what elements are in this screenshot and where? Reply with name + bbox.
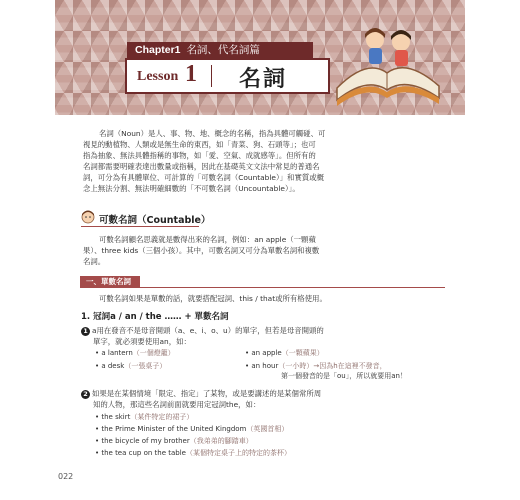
chapter-header-banner bbox=[55, 0, 465, 115]
example-prime-minister bbox=[95, 424, 288, 434]
lesson-divider bbox=[211, 65, 212, 87]
intro-line: 視見的動植物、人類或是無生命的東西，如「青菜、狗、石頭等」；也可 bbox=[83, 140, 316, 149]
example-en: • the Prime Minister of the United Kingdom bbox=[95, 425, 247, 433]
example-zh: （一顆蘋果） bbox=[281, 349, 324, 357]
intro-line: 指為抽象、無法具體指稱的事物，如「愛、空氣、成就感等」。但所有的 bbox=[83, 151, 316, 160]
example-zh: （某件特定的裙子） bbox=[130, 413, 194, 421]
point-one-number: 1 bbox=[81, 327, 90, 336]
example-tea-cup bbox=[95, 448, 291, 458]
point-one-text: a用在發音不是母音開頭（a、e、i、o、u）的單字，但若是母音開頭的 bbox=[92, 326, 324, 335]
chapter-title: 名詞、代名詞篇 bbox=[186, 44, 260, 56]
kid-face-icon bbox=[80, 208, 96, 224]
article-rule-title: 1. 冠詞a / an / the …… + 單數名詞 bbox=[81, 312, 229, 322]
point-one bbox=[81, 325, 441, 347]
example-a-desk bbox=[95, 361, 166, 371]
example-en: • a lantern bbox=[95, 349, 133, 357]
countable-heading-underline bbox=[81, 226, 199, 227]
book-kids-illustration bbox=[327, 18, 447, 108]
chapter-number: Chapter1 bbox=[135, 44, 181, 56]
point-two-text: 如果是在某個情境「限定、指定」了某物，或是要講述的是某個常所周 bbox=[92, 389, 322, 398]
countable-paragraph bbox=[83, 234, 438, 267]
point-one-line: 單字，就必須要使用an，如： bbox=[93, 337, 191, 346]
an-hour-note: 第一個發音的是「ou」，所以就要用an！ bbox=[281, 372, 407, 380]
intro-line: 名詞（Noun）是人、事、物、地、概念的名稱，指為具體可觸碰、可 bbox=[99, 129, 326, 138]
example-bicycle bbox=[95, 436, 253, 446]
example-an-apple bbox=[245, 348, 324, 358]
example-en: • a desk bbox=[95, 362, 125, 370]
example-an-hour bbox=[245, 361, 387, 371]
example-the-skirt bbox=[95, 412, 193, 422]
countable-line: 果）、three kids（三個小孩）。其中，可數名詞又可分為單數名詞和複數 bbox=[83, 246, 320, 255]
intro-line: 詞，可分為有具體單位、可計算的「可數名詞（Countable）」和實質或概 bbox=[83, 173, 325, 182]
singular-bar-line bbox=[140, 287, 445, 288]
intro-line: 念上無法分割、無法明確細數的「不可數名詞（Uncountable）」。 bbox=[83, 184, 300, 193]
point-two bbox=[81, 388, 441, 410]
point-two-line bbox=[81, 388, 441, 399]
intro-paragraph bbox=[83, 128, 438, 194]
example-en: • the skirt bbox=[95, 413, 131, 421]
example-zh: （某個特定桌子上的特定的茶杯） bbox=[185, 449, 291, 457]
lesson-title-box bbox=[125, 58, 330, 94]
lesson-word: Lesson bbox=[137, 69, 179, 84]
intro-line: 名詞都需要明確表達出數量或指稱，因此在基礎英文文法中常見的普通名 bbox=[83, 162, 320, 171]
point-one-line bbox=[81, 325, 441, 336]
point-two-number: 2 bbox=[81, 390, 90, 399]
example-a-lantern bbox=[95, 348, 175, 358]
example-zh: （我弟弟的腳踏車） bbox=[189, 437, 253, 445]
example-en: • an apple bbox=[245, 349, 282, 357]
countable-line: 可數名詞顧名思義就是數得出來的名詞，例如：an apple（一顆蘋 bbox=[99, 235, 316, 244]
lesson-number: 1 bbox=[185, 61, 197, 87]
countable-line: 名詞。 bbox=[83, 257, 106, 266]
example-zh: （一個燈籠） bbox=[132, 349, 175, 357]
singular-noun-bar: 一、單數名詞 bbox=[80, 276, 140, 288]
example-en: • the tea cup on the table bbox=[95, 449, 186, 457]
example-zh: （一張桌子） bbox=[124, 362, 167, 370]
point-two-line: 知的人物，那這些名詞前面就要用定冠詞the，如： bbox=[93, 400, 261, 409]
example-en: • an hour bbox=[245, 362, 279, 370]
page-number: 022 bbox=[58, 472, 74, 481]
lesson-title: 名詞 bbox=[239, 66, 288, 92]
singular-desc: 可數名詞如果是單數的話，就要搭配冠詞、this / that或所有格使用。 bbox=[99, 294, 327, 303]
example-zh: （一小時）→因為h在這裡不發音， bbox=[278, 362, 387, 370]
book-page bbox=[55, 0, 465, 500]
example-zh: （英國首相） bbox=[246, 425, 289, 433]
example-en: • the bicycle of my brother bbox=[95, 437, 190, 445]
chapter-label-bar bbox=[127, 42, 313, 58]
countable-heading: 可數名詞（Countable） bbox=[99, 215, 211, 226]
